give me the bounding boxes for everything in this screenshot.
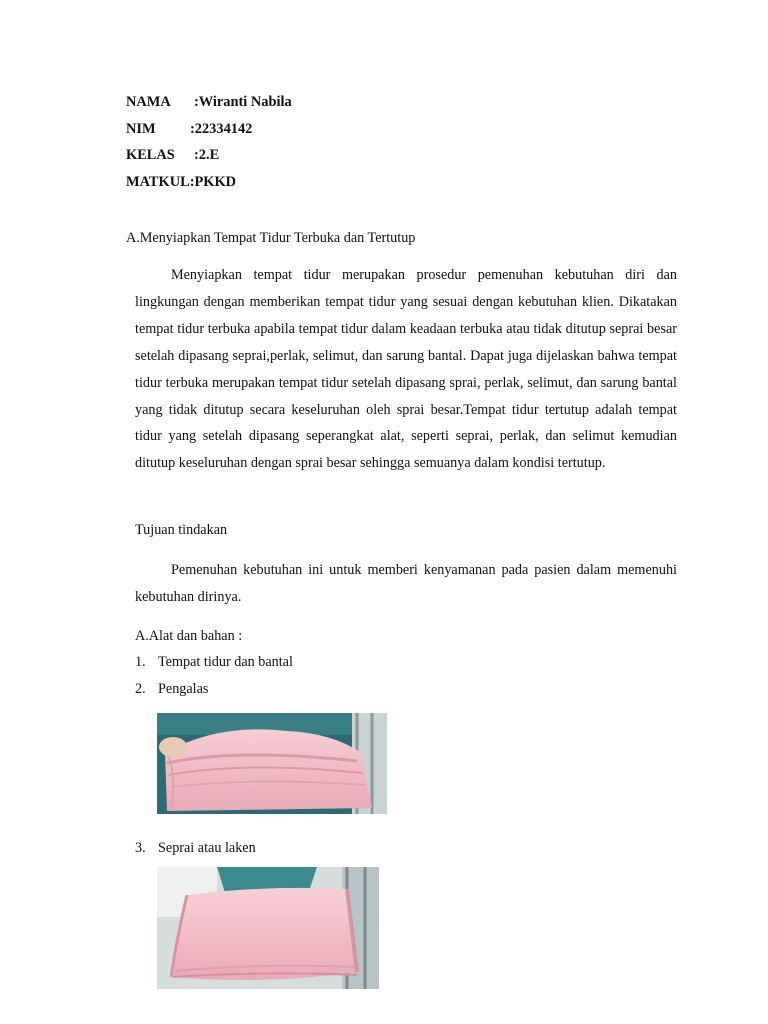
seprai-photo — [157, 867, 379, 989]
list-number: 1. — [135, 654, 146, 670]
list-item — [135, 652, 293, 672]
nim-row — [126, 119, 292, 146]
kelas-value: :2.E — [194, 147, 220, 163]
tujuan-heading: Tujuan tindakan — [135, 522, 228, 538]
nama-label: NAMA — [126, 94, 171, 110]
matkul-row: MATKUL:PKKD — [126, 173, 237, 190]
list-number: 3. — [135, 840, 146, 856]
kelas-label: KELAS — [126, 147, 175, 163]
list-item — [135, 838, 256, 858]
pengalas-photo — [157, 713, 387, 814]
nim-label: NIM — [126, 120, 156, 137]
alat-heading: A.Alat dan bahan : — [135, 628, 243, 644]
list-text: Tempat tidur dan bantal — [158, 654, 293, 670]
nim-value: :22334142 — [190, 120, 253, 137]
section-heading: A.Menyiapkan Tempat Tidur Terbuka dan Tertutup — [126, 230, 416, 246]
student-info — [126, 92, 292, 198]
nama-value: :Wiranti Nabila — [194, 94, 292, 110]
list-text: Pengalas — [158, 681, 209, 697]
list-number: 2. — [135, 681, 146, 697]
nama-row — [126, 92, 292, 119]
list-item — [135, 679, 208, 699]
list-text: Seprai atau laken — [158, 840, 256, 856]
tujuan-paragraph: Pemenuhan kebutuhan ini untuk memberi kenyamanan pada pasien dalam memenuhi kebutuhan dirinya. — [135, 562, 677, 605]
intro-paragraph: Menyiapkan tempat tidur merupakan prosedur pemenuhan kebutuhan diri dan lingkungan dengan memberikan tempat tidur yang sesuai dengan kebutuhan klien. Dikatakan tempat tidur terbuka apabila tempat tidur dalam keadaan terbuka atau tidak ditutup seprai besar setelah dipasang seprai,perlak, selimut, dan sarung bantal. Dapat juga dijelaskan bahwa tempat tidur terbuka merupakan tempat tidur setelah dipasang sprai, perlak, selimut, dan sarung bantal yang tidak ditutup secara keseluruhan oleh sprai besar.Tempat tidur tertutup adalah tempat tidur yang setelah dipasang seperangkat alat, seperti seprai, perlak, dan selimut kemudian ditutup keseluruhan dengan sprai besar sehingga semuanya dalam kondisi tertutup. — [135, 267, 677, 472]
kelas-row — [126, 145, 292, 172]
